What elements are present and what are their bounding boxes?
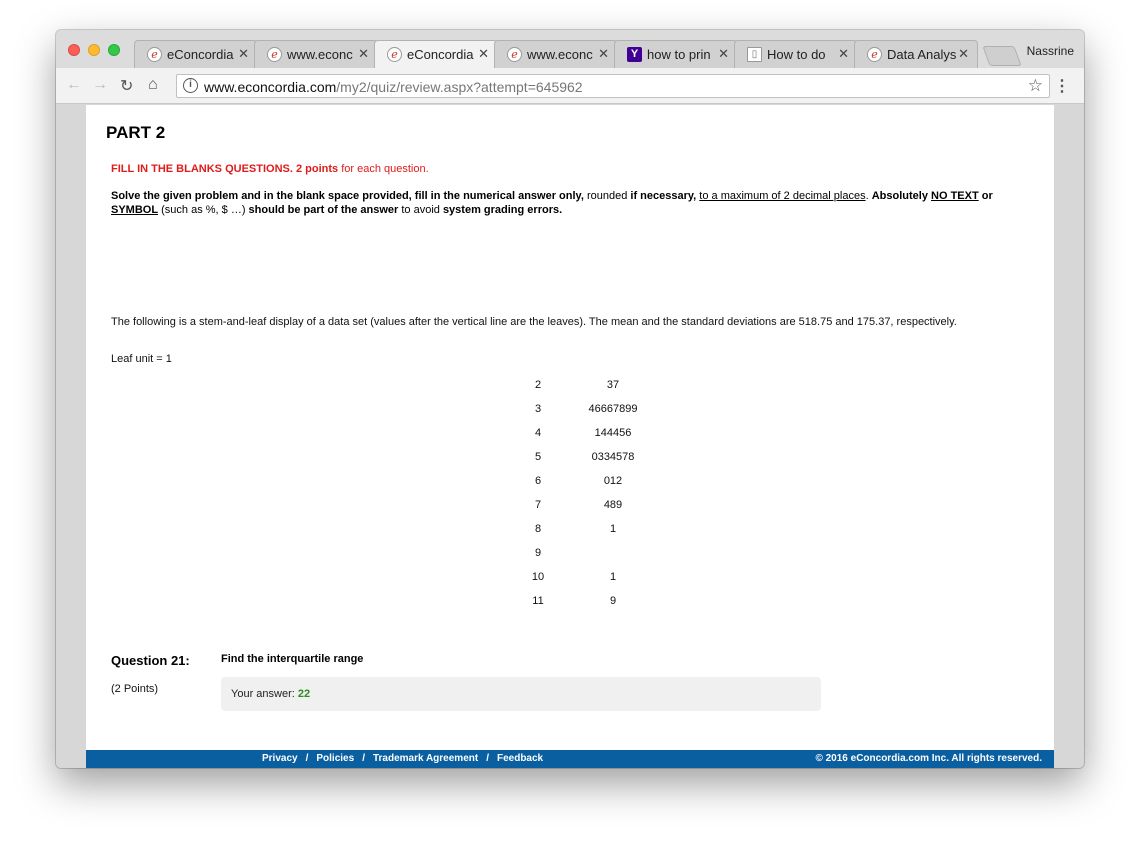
instr-part: system grading errors. (442, 204, 563, 216)
instr-part: Solve the given problem and in the blank space provided, fill in the numerical answer only, (111, 190, 584, 202)
leaf-values: 0334578 (591, 451, 635, 463)
stem-value: 3 (534, 403, 542, 415)
fill-heading (111, 163, 429, 175)
tab-title: eConcordia (407, 47, 474, 62)
menu-dots-icon[interactable]: ⋮ (1054, 78, 1070, 95)
econcordia-icon: e (507, 47, 522, 62)
answer-box (221, 677, 821, 711)
instr-part: or (978, 190, 993, 202)
leaf-values: 46667899 (588, 403, 638, 415)
leaf-values: 489 (603, 499, 623, 511)
close-window-button[interactable] (68, 44, 80, 56)
profile-name[interactable]: Nassrine (1026, 44, 1074, 58)
econcordia-icon: e (867, 47, 882, 62)
tab-title: how to prin (647, 47, 711, 62)
instr-part: (such as %, $ …) (158, 204, 249, 216)
close-icon[interactable]: ✕ (478, 46, 489, 61)
browser-toolbar (56, 68, 1084, 104)
leaf-values: 1 (609, 523, 617, 535)
tab-www-econc-2[interactable] (494, 40, 618, 68)
tab-title: eConcordia (167, 47, 234, 62)
close-icon[interactable]: ✕ (958, 46, 969, 61)
instructions (111, 189, 1031, 217)
question-label: Question 21: (111, 653, 190, 668)
question-points: (2 Points) (111, 683, 159, 695)
stem-value: 4 (534, 427, 542, 439)
tab-econcordia-1[interactable] (134, 40, 258, 68)
new-tab-button[interactable] (982, 46, 1021, 66)
close-icon[interactable]: ✕ (358, 46, 369, 61)
econcordia-icon: e (387, 47, 402, 62)
leaf-values: 144456 (594, 427, 632, 439)
instr-part: to a maximum of 2 decimal places (699, 190, 866, 202)
stem-value: 10 (531, 571, 545, 583)
stem-value: 5 (534, 451, 542, 463)
footer-separator: / (486, 753, 489, 764)
tab-data-analysis[interactable] (854, 40, 978, 68)
instr-part: if necessary, (630, 190, 697, 202)
info-icon[interactable]: i (183, 78, 198, 93)
leaf-values: 1 (609, 571, 617, 583)
footer-link-feedback[interactable]: Feedback (496, 753, 544, 764)
browser-window (56, 30, 1084, 768)
bookmark-star-icon[interactable]: ☆ (1027, 76, 1043, 95)
fill-heading-bold: FILL IN THE BLANKS QUESTIONS. 2 points (111, 163, 339, 175)
close-icon[interactable]: ✕ (838, 46, 849, 61)
close-icon[interactable]: ✕ (598, 46, 609, 61)
question-text: Find the interquartile range (221, 653, 364, 665)
footer-separator: / (362, 753, 365, 764)
tab-title: How to do (767, 47, 826, 62)
econcordia-icon: e (147, 47, 162, 62)
tab-title: Data Analys (887, 47, 957, 62)
tab-www-econc-1[interactable] (254, 40, 378, 68)
forward-arrow-icon[interactable]: → (92, 76, 108, 93)
url-host: www.econcordia.com (204, 79, 337, 95)
footer-link-trademark-agreement[interactable]: Trademark Agreement (372, 753, 479, 764)
answer-label: Your answer: (231, 688, 298, 700)
minimize-window-button[interactable] (88, 44, 100, 56)
answer-label-wrap (231, 688, 310, 700)
footer-bar (86, 750, 1054, 768)
problem-description: The following is a stem-and-leaf display of a data set (values after the vertical line are the leaves). The mean and the standard deviations are 518.75 and 175.37, respectively. (111, 316, 957, 328)
reload-icon[interactable]: ↻ (120, 78, 134, 95)
close-icon[interactable]: ✕ (718, 46, 729, 61)
footer-copyright: © 2016 eConcordia.com Inc. All rights reserved. (815, 753, 1042, 764)
leaf-unit: Leaf unit = 1 (111, 353, 172, 365)
answer-value: 22 (297, 688, 311, 700)
footer-separator: / (305, 753, 309, 764)
instr-part: to avoid (398, 204, 443, 216)
stem-value: 7 (534, 499, 542, 511)
leaf-values: 012 (603, 475, 623, 487)
footer-link-policies[interactable]: Policies (316, 753, 355, 764)
home-icon[interactable]: ⌂ (148, 76, 158, 93)
document-icon: ▯ (747, 47, 762, 62)
leaf-values: 9 (609, 595, 617, 607)
stem-value: 8 (534, 523, 542, 535)
instr-part: should be part of the answer (248, 204, 399, 216)
page-viewport (56, 105, 1084, 768)
url-text[interactable] (204, 79, 583, 95)
econcordia-icon: e (267, 47, 282, 62)
stem-value: 9 (534, 547, 542, 559)
tab-title: www.econc (527, 47, 593, 62)
tab-strip (56, 30, 1084, 68)
instr-part: Absolutely (871, 190, 932, 202)
url-path: /my2/quiz/review.aspx?attempt=645962 (336, 79, 583, 95)
footer-links (258, 753, 547, 764)
instr-part: SYMBOL (111, 204, 159, 216)
address-bar[interactable] (176, 74, 1050, 98)
maximize-window-button[interactable] (108, 44, 120, 56)
fill-heading-suffix: for each question. (338, 163, 429, 175)
tab-econcordia-active[interactable] (374, 40, 498, 69)
tab-how-to-print[interactable] (614, 40, 738, 68)
leaf-values: 37 (606, 379, 620, 391)
tab-title: www.econc (287, 47, 353, 62)
footer-link-privacy[interactable]: Privacy (262, 753, 298, 764)
instr-part: . (865, 190, 872, 202)
tab-how-to-do[interactable] (734, 40, 858, 68)
instr-part: rounded (583, 190, 631, 202)
stem-value: 6 (534, 475, 542, 487)
stem-value: 2 (534, 379, 542, 391)
yahoo-icon: Y (627, 47, 642, 62)
close-icon[interactable]: ✕ (238, 46, 249, 61)
back-arrow-icon[interactable]: ← (66, 76, 82, 93)
stem-value: 11 (532, 595, 544, 607)
page-content (86, 105, 1054, 768)
instr-part: NO TEXT (931, 190, 979, 202)
part-title: PART 2 (106, 123, 166, 142)
